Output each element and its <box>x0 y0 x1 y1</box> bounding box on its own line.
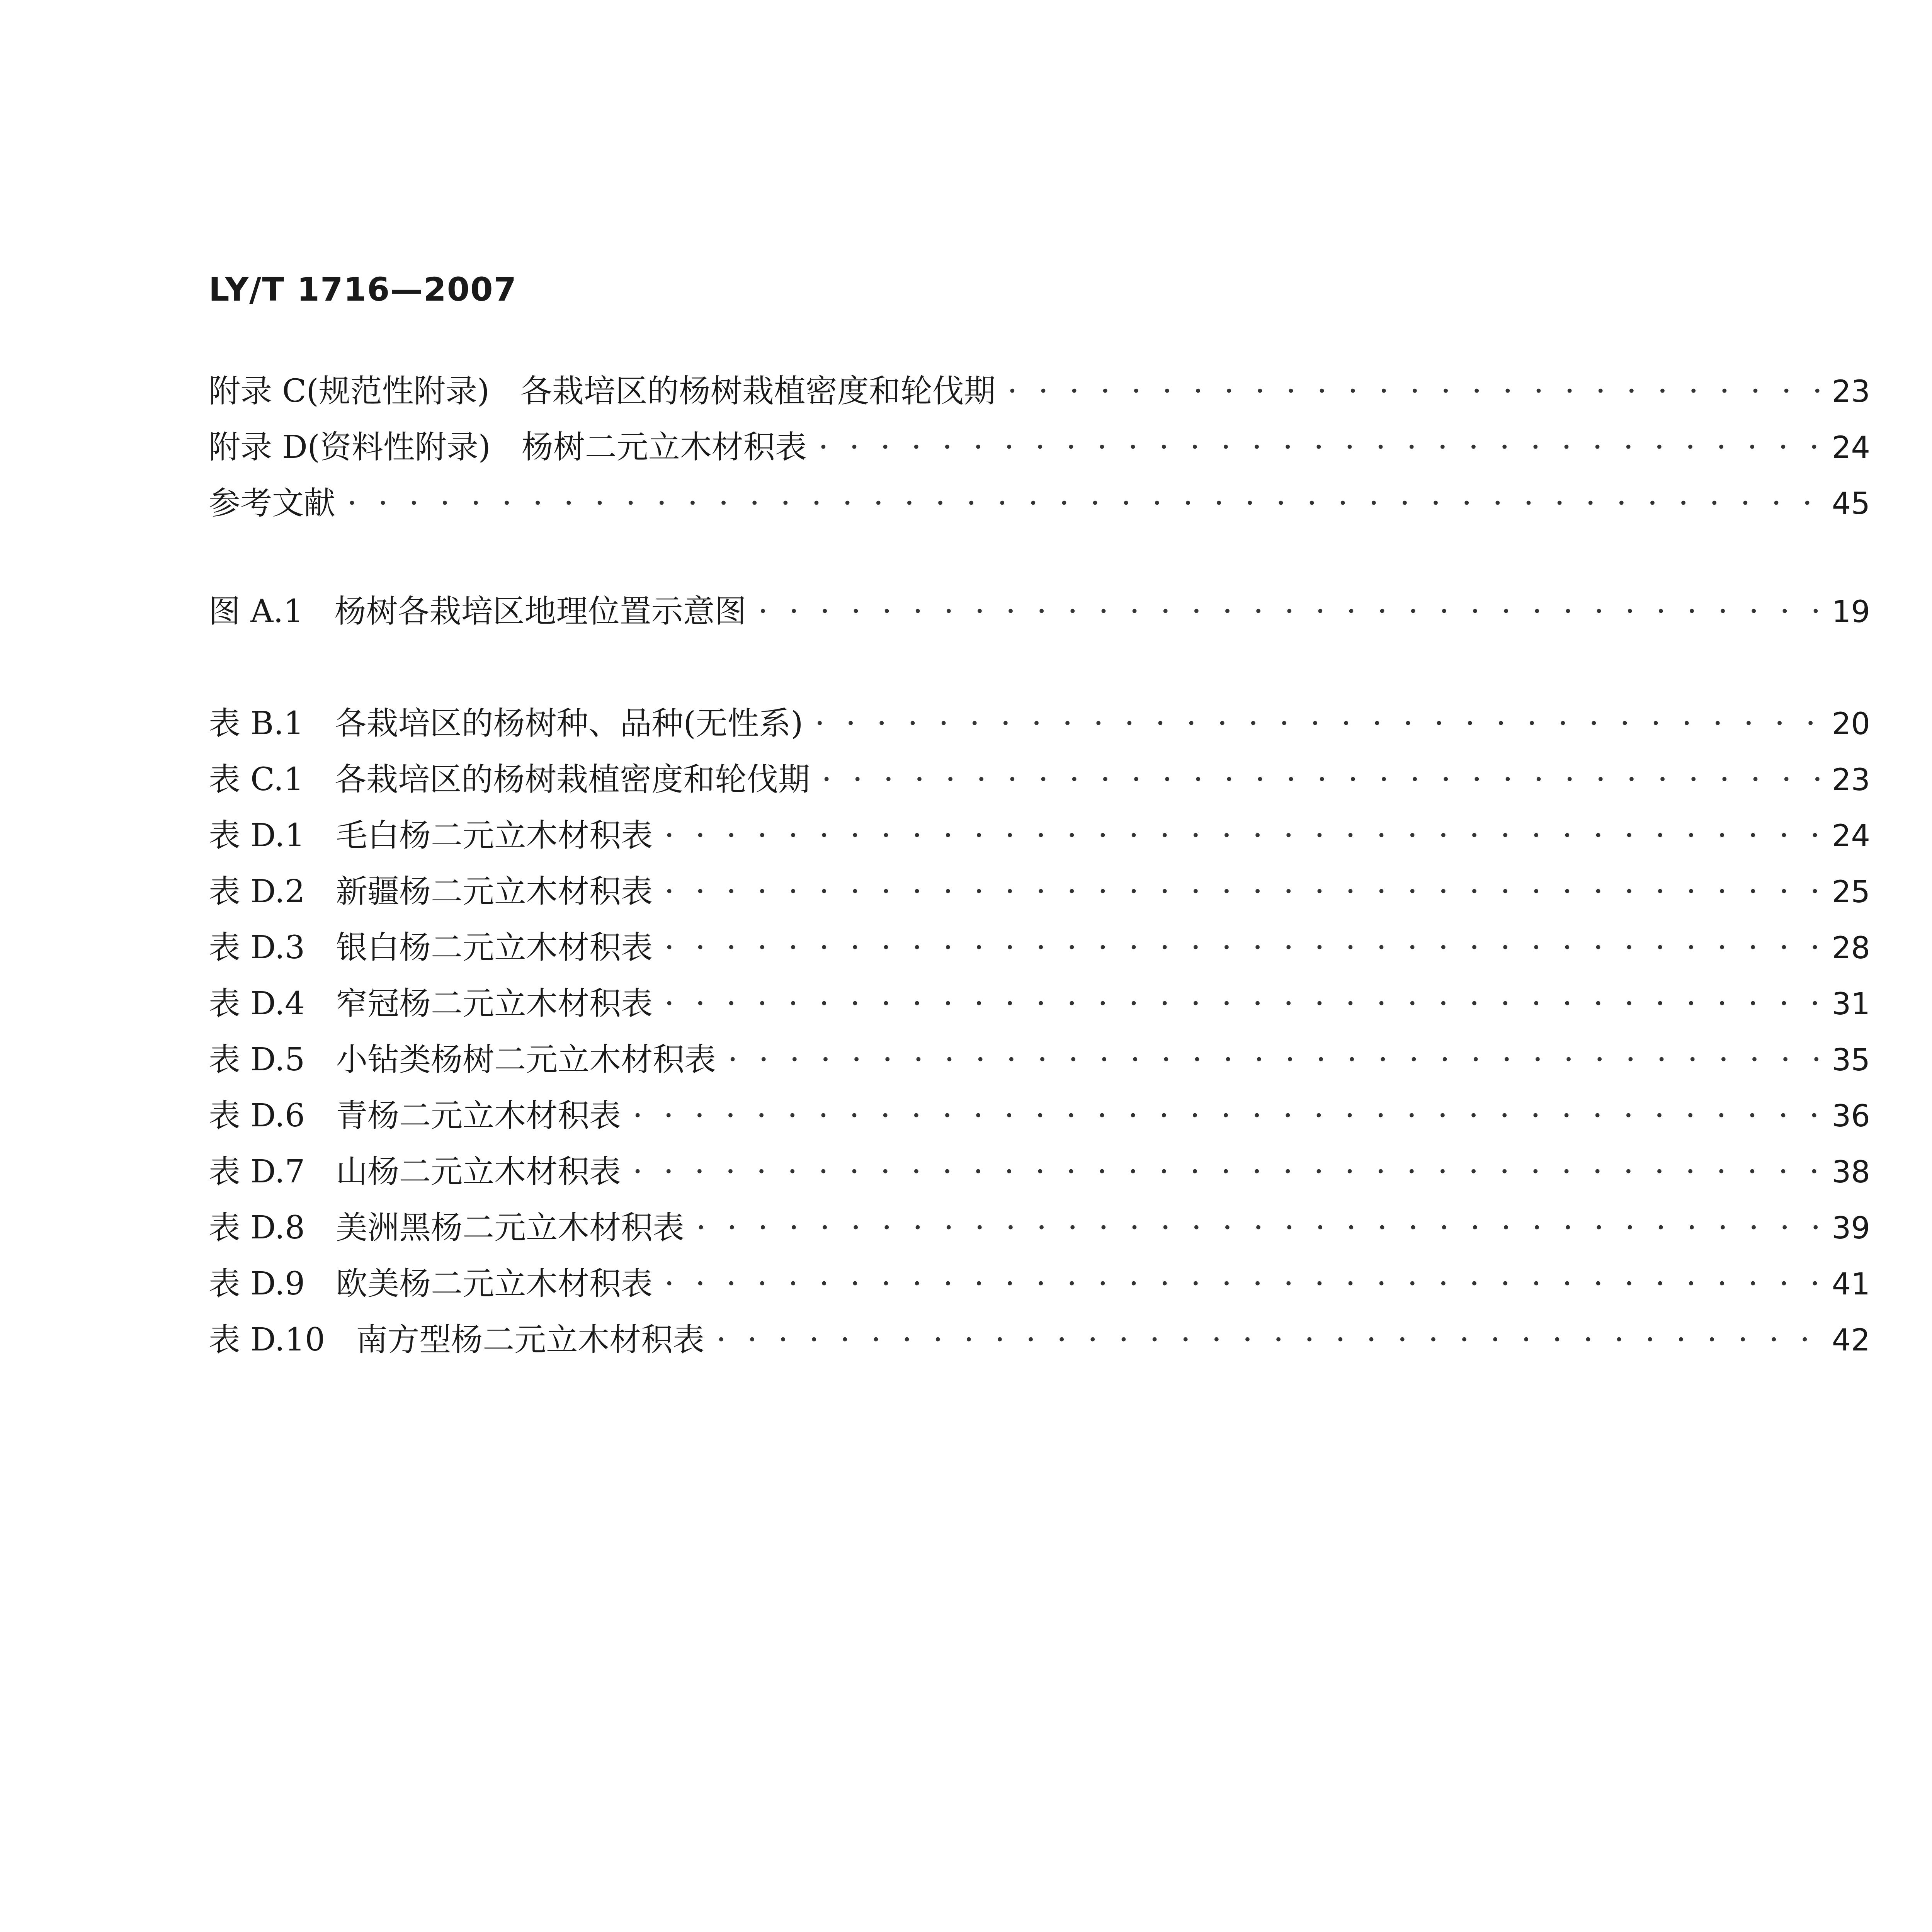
toc-entry-title: 新疆杨二元立木材积表 <box>336 873 653 910</box>
toc-entry-prefix: 表 D.7 <box>209 1153 305 1190</box>
toc-entry-table[interactable] <box>209 1256 1870 1312</box>
toc-entry-title: 银白杨二元立木材积表 <box>336 929 653 966</box>
toc-entry-title: 各栽培区的杨树栽植密度和轮伐期 <box>335 761 810 798</box>
toc-entry-table[interactable] <box>209 752 1870 808</box>
toc-entry-page: 38 <box>1832 1155 1870 1190</box>
toc-entry-title: 窄冠杨二元立木材积表 <box>336 985 653 1022</box>
toc-entry-prefix: 表 C.1 <box>209 761 304 798</box>
toc-entry-page: 19 <box>1832 595 1870 629</box>
toc-entry-prefix: 表 D.10 <box>209 1321 325 1358</box>
toc-entry-prefix: 附录 D(资料性附录) <box>209 429 491 466</box>
toc-figures <box>209 583 1870 639</box>
toc-entry-prefix: 表 D.2 <box>209 873 305 910</box>
toc-leader-dots <box>758 583 1820 639</box>
toc-entry-prefix: 图 A.1 <box>209 593 304 630</box>
toc-entry-page: 20 <box>1832 707 1870 742</box>
toc-entry-page: 24 <box>1832 819 1870 854</box>
toc-entry-title: 小钻类杨树二元立木材积表 <box>336 1041 716 1078</box>
toc-entry-prefix: 表 D.3 <box>209 929 305 966</box>
document-code: LY/T 1716—2007 <box>209 270 517 308</box>
toc-entry-page: 35 <box>1832 1043 1870 1078</box>
toc-leader-dots <box>664 864 1820 920</box>
toc-entry-prefix: 表 D.9 <box>209 1265 305 1302</box>
toc-entry-references[interactable] <box>209 475 1870 531</box>
toc-entry-title: 南方型杨二元立木材积表 <box>356 1321 705 1358</box>
toc-entry-prefix: 表 B.1 <box>209 705 304 742</box>
toc-entry-prefix: 表 D.8 <box>209 1209 305 1246</box>
toc-leader-dots <box>633 1088 1820 1144</box>
toc-entry-page: 41 <box>1832 1267 1870 1302</box>
toc-entry-figure-a1[interactable] <box>209 583 1870 639</box>
toc-leader-dots <box>664 1256 1820 1312</box>
toc-entry-page: 39 <box>1832 1211 1870 1246</box>
toc-leader-dots <box>728 1032 1820 1088</box>
toc-leader-dots <box>664 808 1820 864</box>
toc-entry-title: 毛白杨二元立木材积表 <box>336 817 653 854</box>
toc-entry-page: 36 <box>1832 1099 1870 1134</box>
toc-entry-page: 28 <box>1832 931 1870 966</box>
toc-entry-table[interactable] <box>209 864 1870 920</box>
toc-entry-prefix: 附录 C(规范性附录) <box>209 373 490 410</box>
toc-entry-table[interactable] <box>209 976 1870 1032</box>
toc-entry-title: 美洲黑杨二元立木材积表 <box>336 1209 685 1246</box>
toc-entry-table[interactable] <box>209 808 1870 864</box>
toc-leader-dots <box>821 752 1820 808</box>
toc-leader-dots <box>664 976 1820 1032</box>
toc-entry-page: 25 <box>1832 875 1870 910</box>
toc-entry-appendix-d[interactable] <box>209 419 1870 475</box>
toc-leader-dots <box>696 1200 1820 1256</box>
toc-entry-table[interactable] <box>209 1144 1870 1200</box>
toc-entry-page: 42 <box>1832 1323 1870 1358</box>
toc-entry-table[interactable] <box>209 1312 1870 1368</box>
toc-entry-title: 各栽培区的杨树栽植密度和轮伐期 <box>520 373 996 410</box>
toc-entry-page: 24 <box>1832 430 1870 465</box>
toc-entry-title: 山杨二元立木材积表 <box>336 1153 621 1190</box>
toc-entry-table[interactable] <box>209 1200 1870 1256</box>
toc-entry-table[interactable] <box>209 1032 1870 1088</box>
toc-leader-dots <box>633 1144 1820 1200</box>
toc-entry-table[interactable] <box>209 1088 1870 1144</box>
toc-entry-page: 45 <box>1832 486 1870 521</box>
toc-entry-prefix: 表 D.5 <box>209 1041 305 1078</box>
toc-entry-title: 杨树各栽培区地理位置示意图 <box>334 593 747 630</box>
toc-leader-dots <box>716 1312 1820 1368</box>
toc-entry-page: 23 <box>1832 374 1870 409</box>
toc-entry-title: 参考文献 <box>209 485 336 522</box>
toc-entry-title: 青杨二元立木材积表 <box>336 1097 621 1134</box>
toc-leader-dots <box>818 419 1820 475</box>
toc-entry-appendix-c[interactable] <box>209 363 1870 419</box>
toc-entry-table[interactable] <box>209 696 1870 752</box>
toc-entry-prefix: 表 D.6 <box>209 1097 305 1134</box>
toc-entry-prefix: 表 D.4 <box>209 985 305 1022</box>
toc-entry-table[interactable] <box>209 920 1870 976</box>
toc-entry-page: 23 <box>1832 763 1870 798</box>
toc-leader-dots <box>1007 363 1820 419</box>
toc-leader-dots <box>347 475 1820 531</box>
toc-entry-page: 31 <box>1832 987 1870 1022</box>
toc-entry-title: 欧美杨二元立木材积表 <box>336 1265 653 1302</box>
toc-appendices <box>209 363 1870 531</box>
toc-entry-prefix: 表 D.1 <box>209 817 305 854</box>
toc-leader-dots <box>664 920 1820 976</box>
toc-tables <box>209 696 1870 1368</box>
toc-entry-title: 杨树二元立木材积表 <box>521 429 807 466</box>
toc-entry-title: 各栽培区的杨树种、品种(无性系) <box>335 705 803 742</box>
toc-leader-dots <box>815 696 1820 752</box>
